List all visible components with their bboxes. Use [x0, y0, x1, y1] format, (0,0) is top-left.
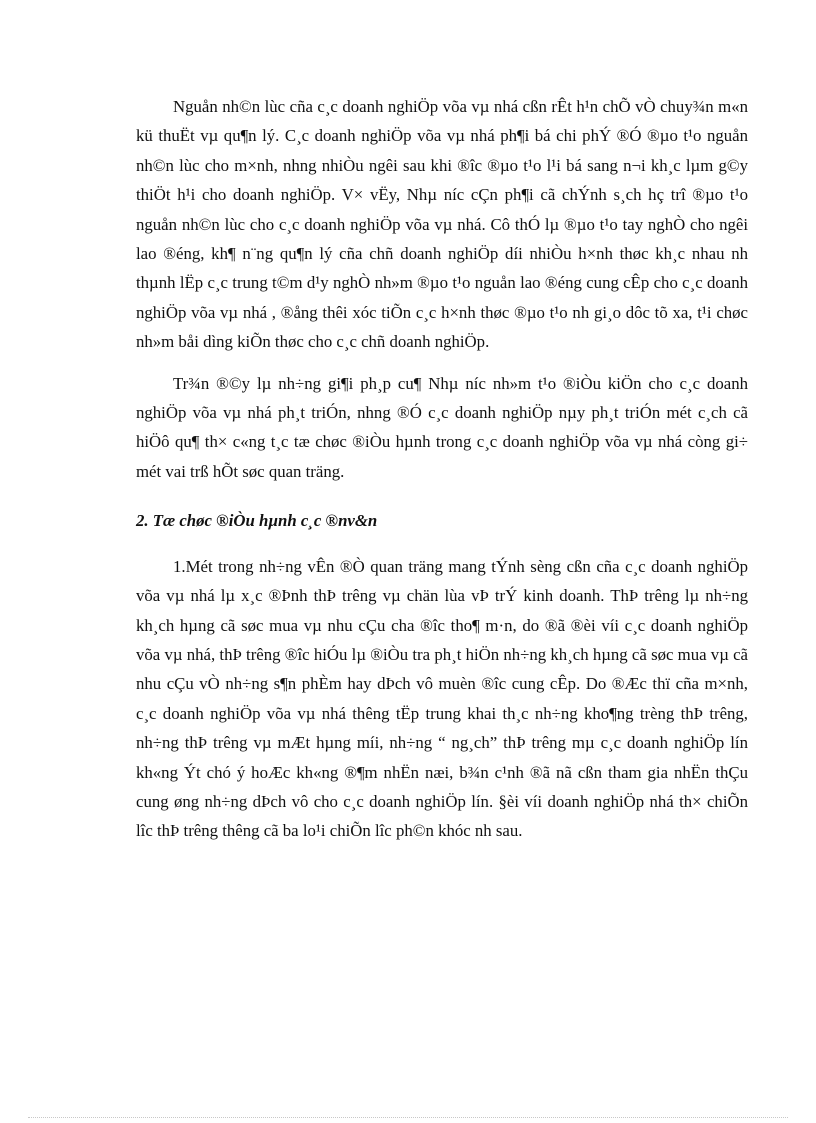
paragraph-market: 1.Mét trong nh÷ng vÊn ®Ò quan träng mang tÝnh sèng cßn cña c¸c doanh nghiÖp võa vµ nhá lµ x¸c ®Þnh thÞ trêng vµ chän lùa vÞ trÝ kinh doanh. ThÞ trêng lµ nh÷ng kh¸ch hµng cã søc mua vµ nhu cÇu cha ®îc tho¶ m·n, do ®ã ®èi víi c¸c doanh nghiÖp võa vµ nhá, thÞ trêng ®îc hiÓu lµ ®iÒu tra ph¸t hiÖn nh÷ng kh¸ch hµng cã søc mua vµ cã nhu cÇu vÒ nh÷ng s¶n phÈm hay dÞch vô muèn ®îc cung cÊp. Do ®Æc thï cña m×nh, c¸c doanh nghiÖp võa vµ nhá thêng tËp trung khai th¸c nh÷ng kho¶ng trèng thÞ trêng, nh÷ng thÞ trêng vµ mÆt hµng míi, nh÷ng “ ng¸ch” thÞ trêng mµ c¸c doanh nghiÖp lín kh«ng Ýt chó ý hoÆc kh«ng ®¶m nhËn næi, b¾n c¹nh ®ã nã cßn tham gia nhËn thÇu cung øng nh÷ng dÞch vô cho c¸c doanh nghiÖp lín. §èi víi doanh nghiÖp nhá th× chiÕn lîc thÞ trêng thêng cã ba lo¹i chiÕn lîc ph©n khóc nh sau. — [136, 556, 748, 841]
page-bottom-dotted-rule — [28, 1117, 788, 1118]
paragraph-state-solutions: Tr¾n ®©y lµ nh÷ng gi¶i ph¸p cu¶ Nhµ níc nh»m t¹o ®iÒu kiÖn cho c¸c doanh nghiÖp võa vµ nhá ph¸t triÓn, nhng ®Ó c¸c doanh nghiÖp nµy ph¸t triÓn mét c¸ch cã hiÖô qu¶ th× c«ng t¸c tæ chøc ®iÒu hµnh trong c¸c doanh nghiÖp võa vµ nhá còng gi÷ mét vai trß hÕt søc quan träng. — [136, 373, 748, 481]
paragraph-human-resources: Nguån nh©n lùc cña c¸c doanh nghiÖp võa vµ nhá cßn rÊt h¹n chÕ vÒ chuy¾n m«n kü thuËt vµ qu¶n lý. C¸c doanh nghiÖp võa vµ nhá ph¶i bá chi phÝ ®Ó ®µo t¹o nguån nh©n lùc cho m×nh, nhng nhiÒu ngêi sau khi ®îc ®µo t¹o l¹i bá sang n¬i kh¸c lµm g©y thiÖt h¹i cho doanh nghiÖp. V× vËy, Nhµ níc cÇn ph¶i cã chÝnh s¸ch hç trî ®µo t¹o nguån nh©n lùc cho c¸c doanh nghiÖp võa vµ nhá. Cô thÓ lµ ®µo t¹o tay nghÒ cho ngêi lao ®éng, kh¶ n¨ng qu¶n lý cña chñ doanh nghiÖp díi nhiÒu h×nh thøc kh¸c nhau nh thµnh lËp c¸c trung t©m d¹y nghÒ nh»m ®µo t¹o nguån lao ®éng cung cÊp cho c¸c doanh nghiÖp võa vµ nhá , ®ång thêi xóc tiÕn c¸c h×nh thøc ®µo t¹o nh gi¸o dôc tõ xa, t¹i chøc nh»m båi dìng kiÕn thøc cho c¸c chñ doanh nghiÖp. — [136, 97, 748, 352]
document-body — [136, 92, 748, 846]
section-heading: 2. Tæ chøc ®iÒu hµnh c¸c ®nv&n — [136, 511, 378, 531]
